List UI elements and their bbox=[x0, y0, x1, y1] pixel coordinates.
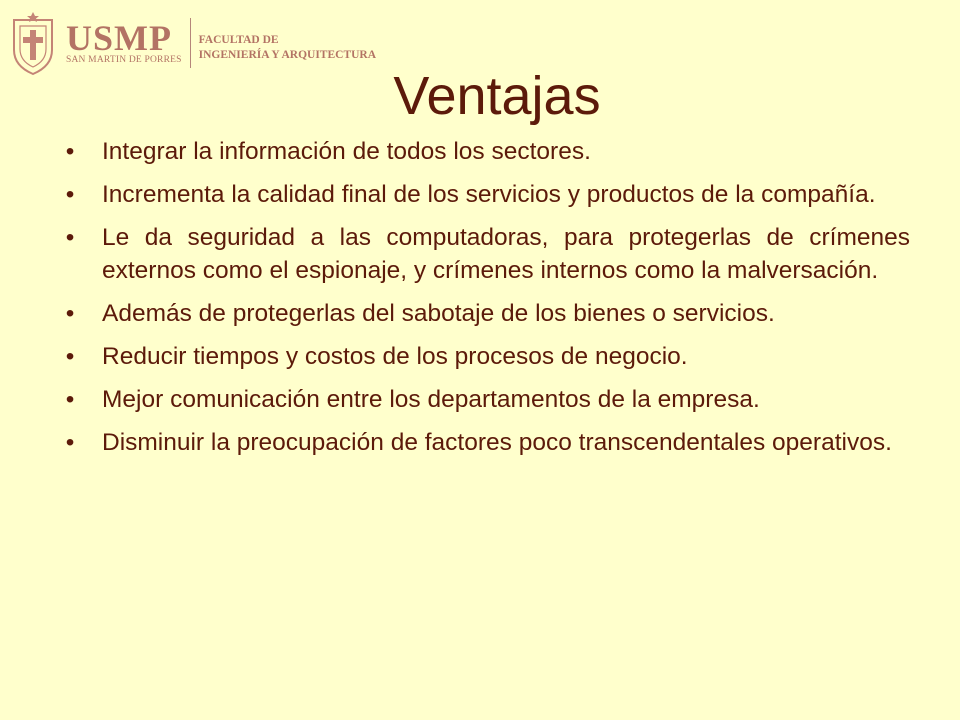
bullet-icon: • bbox=[65, 138, 75, 165]
faculty-line-1: FACULTAD DE bbox=[198, 34, 279, 46]
bullet-item bbox=[60, 135, 910, 168]
bullet-item bbox=[60, 340, 910, 373]
slide-title: Ventajas bbox=[393, 66, 601, 126]
bullet-item bbox=[60, 383, 910, 416]
brand-name: USMP bbox=[66, 18, 172, 58]
brand-subtitle: SAN MARTIN DE PORRES bbox=[66, 55, 182, 65]
bullet-text: Disminuir la preocupación de factores poco transcendentales operativos. bbox=[102, 429, 892, 456]
bullet-icon: • bbox=[65, 181, 75, 208]
bullet-icon: • bbox=[65, 224, 75, 251]
bullet-text: Mejor comunicación entre los departamentos de la empresa. bbox=[102, 386, 760, 413]
bullet-icon: • bbox=[65, 386, 75, 413]
bullet-icon: • bbox=[65, 429, 75, 456]
bullet-text: Incrementa la calidad final de los servicios y productos de la compañía. bbox=[102, 181, 876, 208]
bullet-item bbox=[60, 221, 910, 287]
bullet-text: Reducir tiempos y costos de los procesos de negocio. bbox=[102, 343, 688, 370]
bullet-icon: • bbox=[65, 343, 75, 370]
bullet-list bbox=[60, 135, 910, 469]
bullet-text: Además de protegerlas del sabotaje de los bienes o servicios. bbox=[102, 300, 775, 327]
bullet-text: Le da seguridad a las computadoras, para protegerlas de crímenes externos como el espionaje, y crímenes internos como la malversación. bbox=[102, 224, 910, 284]
brand-block bbox=[66, 18, 191, 68]
bullet-icon: • bbox=[65, 300, 75, 327]
faculty-line-2: INGENIERÍA Y ARQUITECTURA bbox=[198, 49, 377, 61]
bullet-text: Integrar la información de todos los sectores. bbox=[102, 138, 591, 165]
bullet-item bbox=[60, 178, 910, 211]
bullet-item bbox=[60, 297, 910, 330]
bullet-item bbox=[60, 426, 910, 459]
faculty-name bbox=[191, 33, 376, 63]
